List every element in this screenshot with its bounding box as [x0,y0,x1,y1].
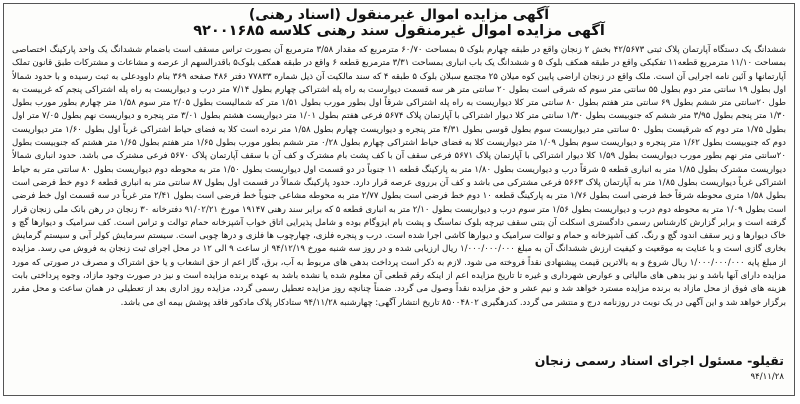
notice-body: ششدانگ یک دستگاه آپارتمان پلاک ثبتی ۴۲/۵۶۷۳ بخش ۲ زنجان واقع در طبقه چهارم بلوک ۵ بمساحت ۶۰/۷۰ مترمربع که مقدار ۳/۵۸ مترمربع آن بصورت تراس مسقف است باضمام ششدانگ یک واحد پارکینگ اختصاصی بمساحت ۱۱/۱۰ مترمربع قطعه۱۱ تفکیکی واقع در طبقه همکف بلوک ۵ و ششدانگ یک باب انباری بمساحت ۳/۳۱ مترمربع قطعه ۶ واقع در طبقه همکف بلوک۵ باقدرالسهم از عرصه و مشاعات و مشترکات طبق قانون تملک آپارتمانها و آئین نامه اجرایی آن است. ملک واقع در زنجان اراضی پایین کوه میلان ۲۵ مجتمع سبلان بلوک ۵ طبقه ۴ که سند مالکیت آن ذیل شماره ۷۷۸۳۳ دفتر ۴۸۶ صفحه ۳۶۹ بنام داوودعلی به ثبت رسیده و با حدود شمالاً اول بطول ۱۹ سانتی متر دوم بطول ۵۵ سانتی متر سوم که شرقی است بطول ۲۰ سانتی متر هر سه قسمت دیوارست به راه پله اشتراکی چهارم بطول ۷/۱۴ متر درب و دیواریست به راه پله اشتراکی پنجم که غربیست به طول ۲۰سانتی متر ششم بطول ۶۹ سانتی متر هفتم بطول ۸۰ سانتی متر کلا دیواریست به راه پله اشتراکی شرقاً اول بطور مورب بطول ۱/۵۱ متر که شمالیست بطول ۲/۰۵ متر سوم ۱/۵۸ متر چهارم بطور مورب بطول ۱/۳۰ متر پنجم بطول ۳/۹۵ متر ششم که جنوبیست بطول ۱/۳۰ سانتی متر کلا دیوار اشتراکی با آپارتمان پلاک ۵۶۷۴ فرعی هفتم بطول ۱/۰۱ متر دیواریست هشتم بطول ۳/۰۱ متر پنجره و دیواریست نهم بطول ۷/۰۵ متر اول بطول ۱/۷۵ متر دوم که شرقیست بطول ۵۰ سانتی متر دیواریست سوم بطول قوسی بطول ۴/۳۱ متر پنجره و دیواریست چهارم بطول ۱/۵۸ متر نرده است کلا به فضای حیاط اشتراکی غرباً اول بطول ۱/۶۰ متر دیواریست دوم که جنوبیست بطول ۱/۶۲ متر پنجره و دیواریست سوم بطول ۱/۰۹ متر دیواریست کلا به فضای حیاط اشتراکی چهارم بطول ۰/۲۸ متر ششم بطور مورب بطول ۱/۶۵ متر هفتم بطول ۱/۶۵ متر هشتم که جنوبیست بطول ۲۰سانتی متر نهم بطور مورب دیواریست بطول ۱/۵۹ کلا دیوار اشتراکی با آپارتمان پلاک ۵۶۷۱ فرعی سقف آن با کف پشت بام مشترک و کف آن با سقف آپارتمان پلاک ۵۶۷۰ فرعی مشترک می باشد. حدود انباری شمالاً دیواریست مشترک بطول ۱/۸۵ متر به انباری قطعه ۵ شرقاً درب و دیواریست بطول ۱/۸۰ متر به پارکینگ قطعه ۱۱ جنوباً در دو قسمت اول دیواریست بطول ۱/۵۰ متر به محوطه دوم دیواریست بطول ۸۰ سانتی متر به حیاط اشتراکی غرباً دیواریست بطول ۱/۸۵ متر به آپارتمان پلاک ۵۶۶۳ فرعی مشترکی می باشد و کف آن برروی عرصه قرار دارد. حدود پارکینگ شمالاً در قسمت اول بطول ۸۷ سانتی متر به انباری قطعه ۶ دوم خط فرضی است بطول ۱/۵۸ متری محوطه شرقاً خط فرضی است بطول ۱/۷۶ متر به پارکینگ قطعه ۱۰ دوم خط فرضی است بطول ۲/۷۷ متر به محوطه مشاعی جنوباً خط فرضی است بطول ۲/۴۱ متر غرباً در سه قسمت اول خط فرضی است بطول ۱/۰۹ متر به محوطه دوم درب و دیواریست بطول ۱/۵۶ متر سوم درب و دیواریست بطول ۲/۱۰ متر به انباری قطعه ۵ که برابر سند رهنی ۱۹۱۴۷ مورخ ۹۱/۰۲/۲۱ دفترخانه ۳۰ زنجان در رهن بانک ملی زنجان قرار گرفته است و برابر گزارش کارشناس رسمی دادگستری اسکلت آن بتنی سقف تیرچه بلوک نماسنگ و پشت بام ایزوگام بوده و شامل پذیرایی اتاق خواب آشپزخانه حمام توالت و تراس است. کف سرامیک و دیوارها گچ و خاک دیوارها و زیر سقف اندود گچ و رنگ. کف آشپزخانه و حمام و توالت سرامیک و دیوارها کاشی اجرا شده است. درب و پنجره فلزی، چهارچوب ها فلزی و درها چوبی است. سیستم سرمایش کولر آبی و سیستم گرمایش بخاری گازی است و با عنایت به موقعیت و کیفیت ارزش ششدانگ آن به مبلغ ۱/۰۰۰/۰۰۰/۰۰۰ ریال ارزیابی شده و در روز سه شنبه مورخ ۹۴/۱۲/۱۹ از ساعت ۹ الی ۱۲ در محل اجرای ثبت زنجان به فروش می رسد. مزایده از مبلغ پایه ۱/۰۰۰/۰۰۰/۰۰۰ ریال شروع و به بالاترین قیمت پیشنهادی نقداً فروخته می شود. لازم به ذکر است پرداخت بدهی های مربوط به آب، برق، گاز اعم از حق انشعاب و یا حق اشتراک و مصرف در صورتی که مورد مزایده دارای آنها باشد و نیز بدهی های مالیاتی و عوارض شهرداری و غیره تا تاریخ مزایده اعم از اینکه رقم قطعی آن معلوم شده یا نشده باشد به عهده برنده مزایده است و نیز در صورت وجود مازاد، وجوه پرداختی بابت هزینه های فوق از محل مازاد به برنده مزایده مسترد خواهد شد و نیم عشر و حق مزایده نقداً وصول می گردد. ضمناً چنانچه روز مزایده تعطیل رسمی گردد، مزایده روز اداری بعد از تعطیلی در همان ساعت و محل مقرر برگزار خواهد شد و این آگهی در یک نوبت در روزنامه درج و منتشر می گردد. کدرهگیری ۸۵۰۰۴۸۰۲ تاریخ انتشار آگهی: چهارشنبه ۹۴/۱۱/۲۸ ستادکار پلاک مادکور فاقد پوشش بیمه ای می باشد. [12,45,786,308]
auction-notice [3,3,795,396]
notice-heading: آگهی مزایده اموال غیرمنقول (اسناد رهنی) [248,7,550,23]
notice-subheading: آگهی مزایده اموال غیرمنقول سند رهنی کلاسه ۹۲۰۰۱۶۸۵ [193,23,605,39]
notice-date: ۹۴/۱۱/۲۸ [750,372,784,382]
notice-signature: تقیلو- مسئول اجرای اسناد رسمی زنجان [534,353,784,368]
